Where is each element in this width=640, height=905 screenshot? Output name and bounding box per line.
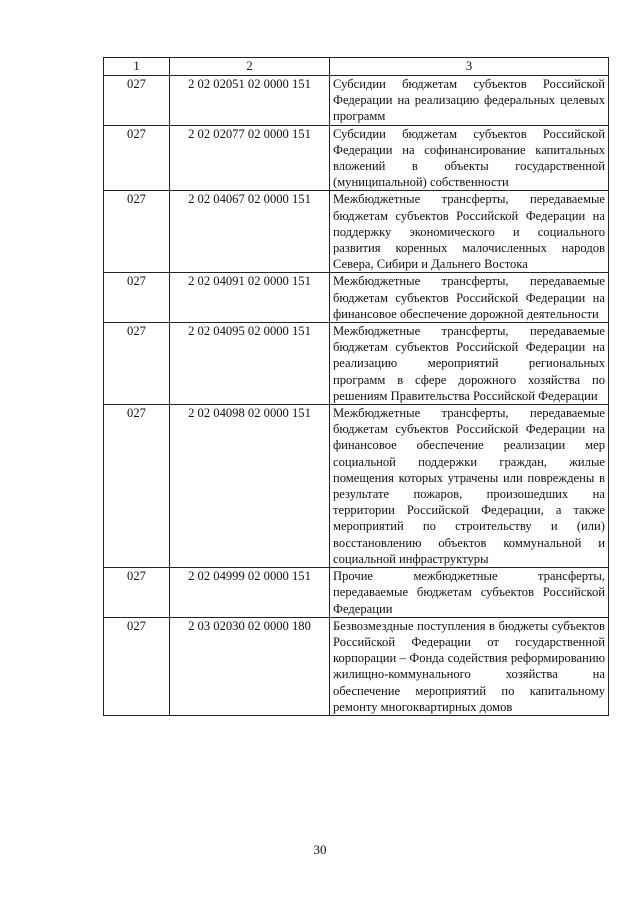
budget-codes-table (103, 57, 609, 716)
admin-code-cell: 027 (104, 568, 170, 618)
description-cell: Межбюджетные трансферты, передаваемые бюджетам субъектов Российской Федерации на реализацию мероприятий региональных программ в сфере дорожного хозяйства по решениям Правительства Российской Федерации (330, 323, 609, 405)
table-row (104, 76, 609, 126)
table-row (104, 617, 609, 715)
table-row (104, 191, 609, 273)
budget-code-cell: 2 02 04067 02 0000 151 (170, 191, 330, 273)
admin-code-cell: 027 (104, 273, 170, 323)
description-cell: Межбюджетные трансферты, передаваемые бюджетам субъектов Российской Федерации на финансовое обеспечение дорожной деятельности (330, 273, 609, 323)
column-header-2: 2 (170, 58, 330, 76)
table-row (104, 405, 609, 568)
page-number: 30 (313, 842, 327, 857)
description-cell: Межбюджетные трансферты, передаваемые бюджетам субъектов Российской Федерации на поддержку экономического и социального развития коренных малочисленных народов Севера, Сибири и Дальнего Востока (330, 191, 609, 273)
admin-code-cell: 027 (104, 191, 170, 273)
admin-code-cell: 027 (104, 323, 170, 405)
budget-code-cell: 2 02 02077 02 0000 151 (170, 125, 330, 191)
budget-code-cell: 2 03 02030 02 0000 180 (170, 617, 330, 715)
admin-code-cell: 027 (104, 76, 170, 126)
description-cell: Безвозмездные поступления в бюджеты субъектов Российской Федерации от государственной корпорации – Фонда содействия реформированию жилищно-коммунального хозяйства на обеспечение мероприятий по капитальному ремонту многоквартирных домов (330, 617, 609, 715)
table-row (104, 568, 609, 618)
budget-code-cell: 2 02 04091 02 0000 151 (170, 273, 330, 323)
description-cell: Субсидии бюджетам субъектов Российской Федерации на реализацию федеральных целевых программ (330, 76, 609, 126)
admin-code-cell: 027 (104, 125, 170, 191)
budget-code-cell: 2 02 04095 02 0000 151 (170, 323, 330, 405)
table-row (104, 323, 609, 405)
budget-code-cell: 2 02 04999 02 0000 151 (170, 568, 330, 618)
column-header-3: 3 (330, 58, 609, 76)
description-cell: Субсидии бюджетам субъектов Российской Федерации на софинансирование капитальных вложений в объекты государственной (муниципальной) собственности (330, 125, 609, 191)
admin-code-cell: 027 (104, 405, 170, 568)
table-row (104, 273, 609, 323)
description-cell: Межбюджетные трансферты, передаваемые бюджетам субъектов Российской Федерации на финансовое обеспечение реализации мер социальной поддержки граждан, жилые помещения которых утрачены или повреждены в результате пожаров, произошедших на территории Российской Федерации, а также мероприятий по строительству и (или) восстановлению объектов коммунальной и социальной инфраструктуры (330, 405, 609, 568)
table-header-row (104, 58, 609, 76)
admin-code-cell: 027 (104, 617, 170, 715)
budget-code-cell: 2 02 04098 02 0000 151 (170, 405, 330, 568)
budget-code-cell: 2 02 02051 02 0000 151 (170, 76, 330, 126)
column-header-1: 1 (104, 58, 170, 76)
table-row (104, 125, 609, 191)
description-cell: Прочие межбюджетные трансферты, передаваемые бюджетам субъектов Российской Федерации (330, 568, 609, 618)
